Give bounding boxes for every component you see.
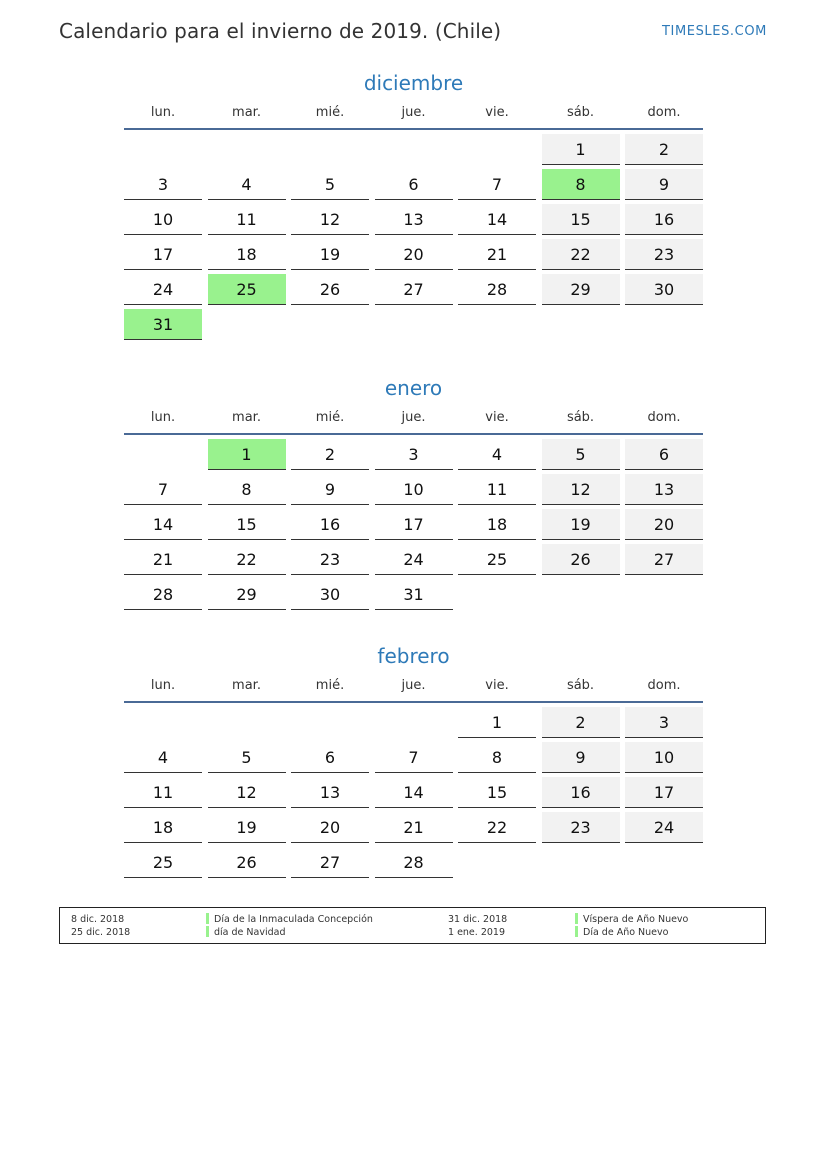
day-cell: 16 (542, 777, 620, 808)
day-cell: 2 (291, 439, 369, 470)
day-cell: 4 (208, 169, 286, 200)
day-cell: 22 (542, 239, 620, 270)
day-cell: 28 (375, 847, 453, 878)
day-cell: 27 (375, 274, 453, 305)
day-cell: 24 (124, 274, 202, 305)
day-cell: 6 (291, 742, 369, 773)
day-cell: 20 (375, 239, 453, 270)
page-title: Calendario para el invierno de 2019. (Chile) (59, 19, 502, 43)
day-cell: 17 (375, 509, 453, 540)
day-cell: 14 (458, 204, 536, 235)
day-cell: 23 (542, 812, 620, 843)
legend-label: día de Navidad (214, 927, 286, 938)
empty-day-cell (458, 134, 536, 165)
legend-label: Víspera de Año Nuevo (583, 914, 689, 925)
day-cell: 24 (375, 544, 453, 575)
holiday-marker-icon (575, 913, 578, 924)
day-cell: 21 (375, 812, 453, 843)
day-cell: 25 (458, 544, 536, 575)
day-cell: 12 (542, 474, 620, 505)
day-cell: 12 (291, 204, 369, 235)
month-january (124, 373, 703, 610)
day-cell: 16 (291, 509, 369, 540)
day-cell: 4 (458, 439, 536, 470)
day-cell: 26 (291, 274, 369, 305)
day-cell: 26 (208, 847, 286, 878)
legend-label: Día de la Inmaculada Concepción (214, 914, 373, 925)
day-cell: 11 (458, 474, 536, 505)
day-cell: 7 (458, 169, 536, 200)
day-cell: 7 (375, 742, 453, 773)
weekday-header (124, 102, 703, 130)
day-cell: 27 (291, 847, 369, 878)
day-cell: 11 (208, 204, 286, 235)
month-february (124, 641, 703, 878)
day-cell: 14 (375, 777, 453, 808)
weekday-label: mié. (315, 105, 345, 120)
day-cell: 9 (542, 742, 620, 773)
day-cell: 17 (625, 777, 703, 808)
day-cell: 10 (625, 742, 703, 773)
day-cell: 31 (375, 579, 453, 610)
empty-day-cell (124, 134, 202, 165)
day-cell: 8 (458, 742, 536, 773)
empty-day-cell (124, 707, 202, 738)
empty-day-cell (124, 439, 202, 470)
day-cell: 12 (208, 777, 286, 808)
day-cell: 14 (124, 509, 202, 540)
day-cell: 5 (208, 742, 286, 773)
day-cell: 21 (124, 544, 202, 575)
day-cell: 27 (625, 544, 703, 575)
month-name: febrero (377, 644, 450, 668)
weekday-label: lun. (150, 105, 176, 120)
day-cell: 24 (625, 812, 703, 843)
day-cell: 5 (542, 439, 620, 470)
legend-date: 31 dic. 2018 (448, 914, 508, 925)
day-cell: 28 (124, 579, 202, 610)
day-cell: 30 (625, 274, 703, 305)
legend-date: 8 dic. 2018 (71, 914, 125, 925)
empty-day-cell (375, 134, 453, 165)
day-cell: 17 (124, 239, 202, 270)
day-cell: 7 (124, 474, 202, 505)
weekday-label: sáb. (566, 410, 595, 425)
weekday-label: dom. (647, 105, 681, 120)
day-cell: 9 (291, 474, 369, 505)
legend-item (575, 926, 668, 939)
day-cell: 6 (625, 439, 703, 470)
weekday-header (124, 675, 703, 703)
empty-day-cell (208, 134, 286, 165)
day-cell: 20 (625, 509, 703, 540)
holiday-legend (59, 907, 766, 944)
weekday-label: mar. (232, 410, 261, 425)
day-cell: 11 (124, 777, 202, 808)
weekday-label: sáb. (566, 678, 595, 693)
weekday-label: vie. (485, 105, 509, 120)
legend-item (206, 926, 285, 939)
weekday-label: dom. (647, 410, 681, 425)
legend-item (206, 913, 373, 926)
day-cell: 3 (375, 439, 453, 470)
weekday-label: mié. (315, 410, 345, 425)
day-grid (124, 134, 703, 340)
day-cell: 5 (291, 169, 369, 200)
day-cell: 4 (124, 742, 202, 773)
weekday-label: dom. (647, 678, 681, 693)
weekday-label: mar. (232, 678, 261, 693)
day-cell: 21 (458, 239, 536, 270)
empty-day-cell (375, 707, 453, 738)
day-cell: 19 (542, 509, 620, 540)
day-grid (124, 439, 703, 610)
day-cell: 13 (375, 204, 453, 235)
weekday-label: mar. (232, 105, 261, 120)
weekday-label: vie. (485, 410, 509, 425)
legend-label: Día de Año Nuevo (583, 927, 669, 938)
day-cell: 10 (375, 474, 453, 505)
holiday-day-cell: 31 (124, 309, 202, 340)
day-cell: 20 (291, 812, 369, 843)
holiday-day-cell: 1 (208, 439, 286, 470)
day-cell: 19 (208, 812, 286, 843)
day-cell: 19 (291, 239, 369, 270)
day-cell: 2 (542, 707, 620, 738)
legend-item (575, 913, 688, 926)
day-cell: 23 (625, 239, 703, 270)
legend-date: 1 ene. 2019 (448, 927, 505, 938)
day-cell: 30 (291, 579, 369, 610)
weekday-label: jue. (401, 105, 426, 120)
empty-day-cell (291, 134, 369, 165)
day-cell: 16 (625, 204, 703, 235)
day-cell: 13 (625, 474, 703, 505)
day-cell: 22 (208, 544, 286, 575)
day-cell: 1 (542, 134, 620, 165)
empty-day-cell (291, 707, 369, 738)
day-cell: 2 (625, 134, 703, 165)
weekday-label: mié. (315, 678, 345, 693)
weekday-label: sáb. (566, 105, 595, 120)
month-december (124, 68, 703, 340)
day-cell: 18 (458, 509, 536, 540)
day-cell: 28 (458, 274, 536, 305)
empty-day-cell (208, 707, 286, 738)
brand-logo[interactable]: TIMESLES.COM (661, 24, 767, 39)
month-name: enero (384, 376, 443, 400)
day-cell: 25 (124, 847, 202, 878)
weekday-label: lun. (150, 410, 176, 425)
day-cell: 1 (458, 707, 536, 738)
day-cell: 18 (208, 239, 286, 270)
day-cell: 22 (458, 812, 536, 843)
day-grid (124, 707, 703, 878)
day-cell: 10 (124, 204, 202, 235)
day-cell: 23 (291, 544, 369, 575)
weekday-label: lun. (150, 678, 176, 693)
weekday-label: vie. (485, 678, 509, 693)
weekday-label: jue. (401, 410, 426, 425)
weekday-label: jue. (401, 678, 426, 693)
day-cell: 15 (208, 509, 286, 540)
day-cell: 15 (458, 777, 536, 808)
day-cell: 9 (625, 169, 703, 200)
month-name: diciembre (363, 71, 464, 95)
holiday-marker-icon (575, 926, 578, 937)
day-cell: 18 (124, 812, 202, 843)
day-cell: 3 (625, 707, 703, 738)
day-cell: 3 (124, 169, 202, 200)
holiday-marker-icon (206, 913, 209, 924)
day-cell: 6 (375, 169, 453, 200)
day-cell: 26 (542, 544, 620, 575)
day-cell: 8 (208, 474, 286, 505)
holiday-marker-icon (206, 926, 209, 937)
day-cell: 15 (542, 204, 620, 235)
holiday-day-cell: 8 (542, 169, 620, 200)
legend-date: 25 dic. 2018 (71, 927, 131, 938)
holiday-day-cell: 25 (208, 274, 286, 305)
day-cell: 13 (291, 777, 369, 808)
day-cell: 29 (208, 579, 286, 610)
weekday-header (124, 407, 703, 435)
day-cell: 29 (542, 274, 620, 305)
